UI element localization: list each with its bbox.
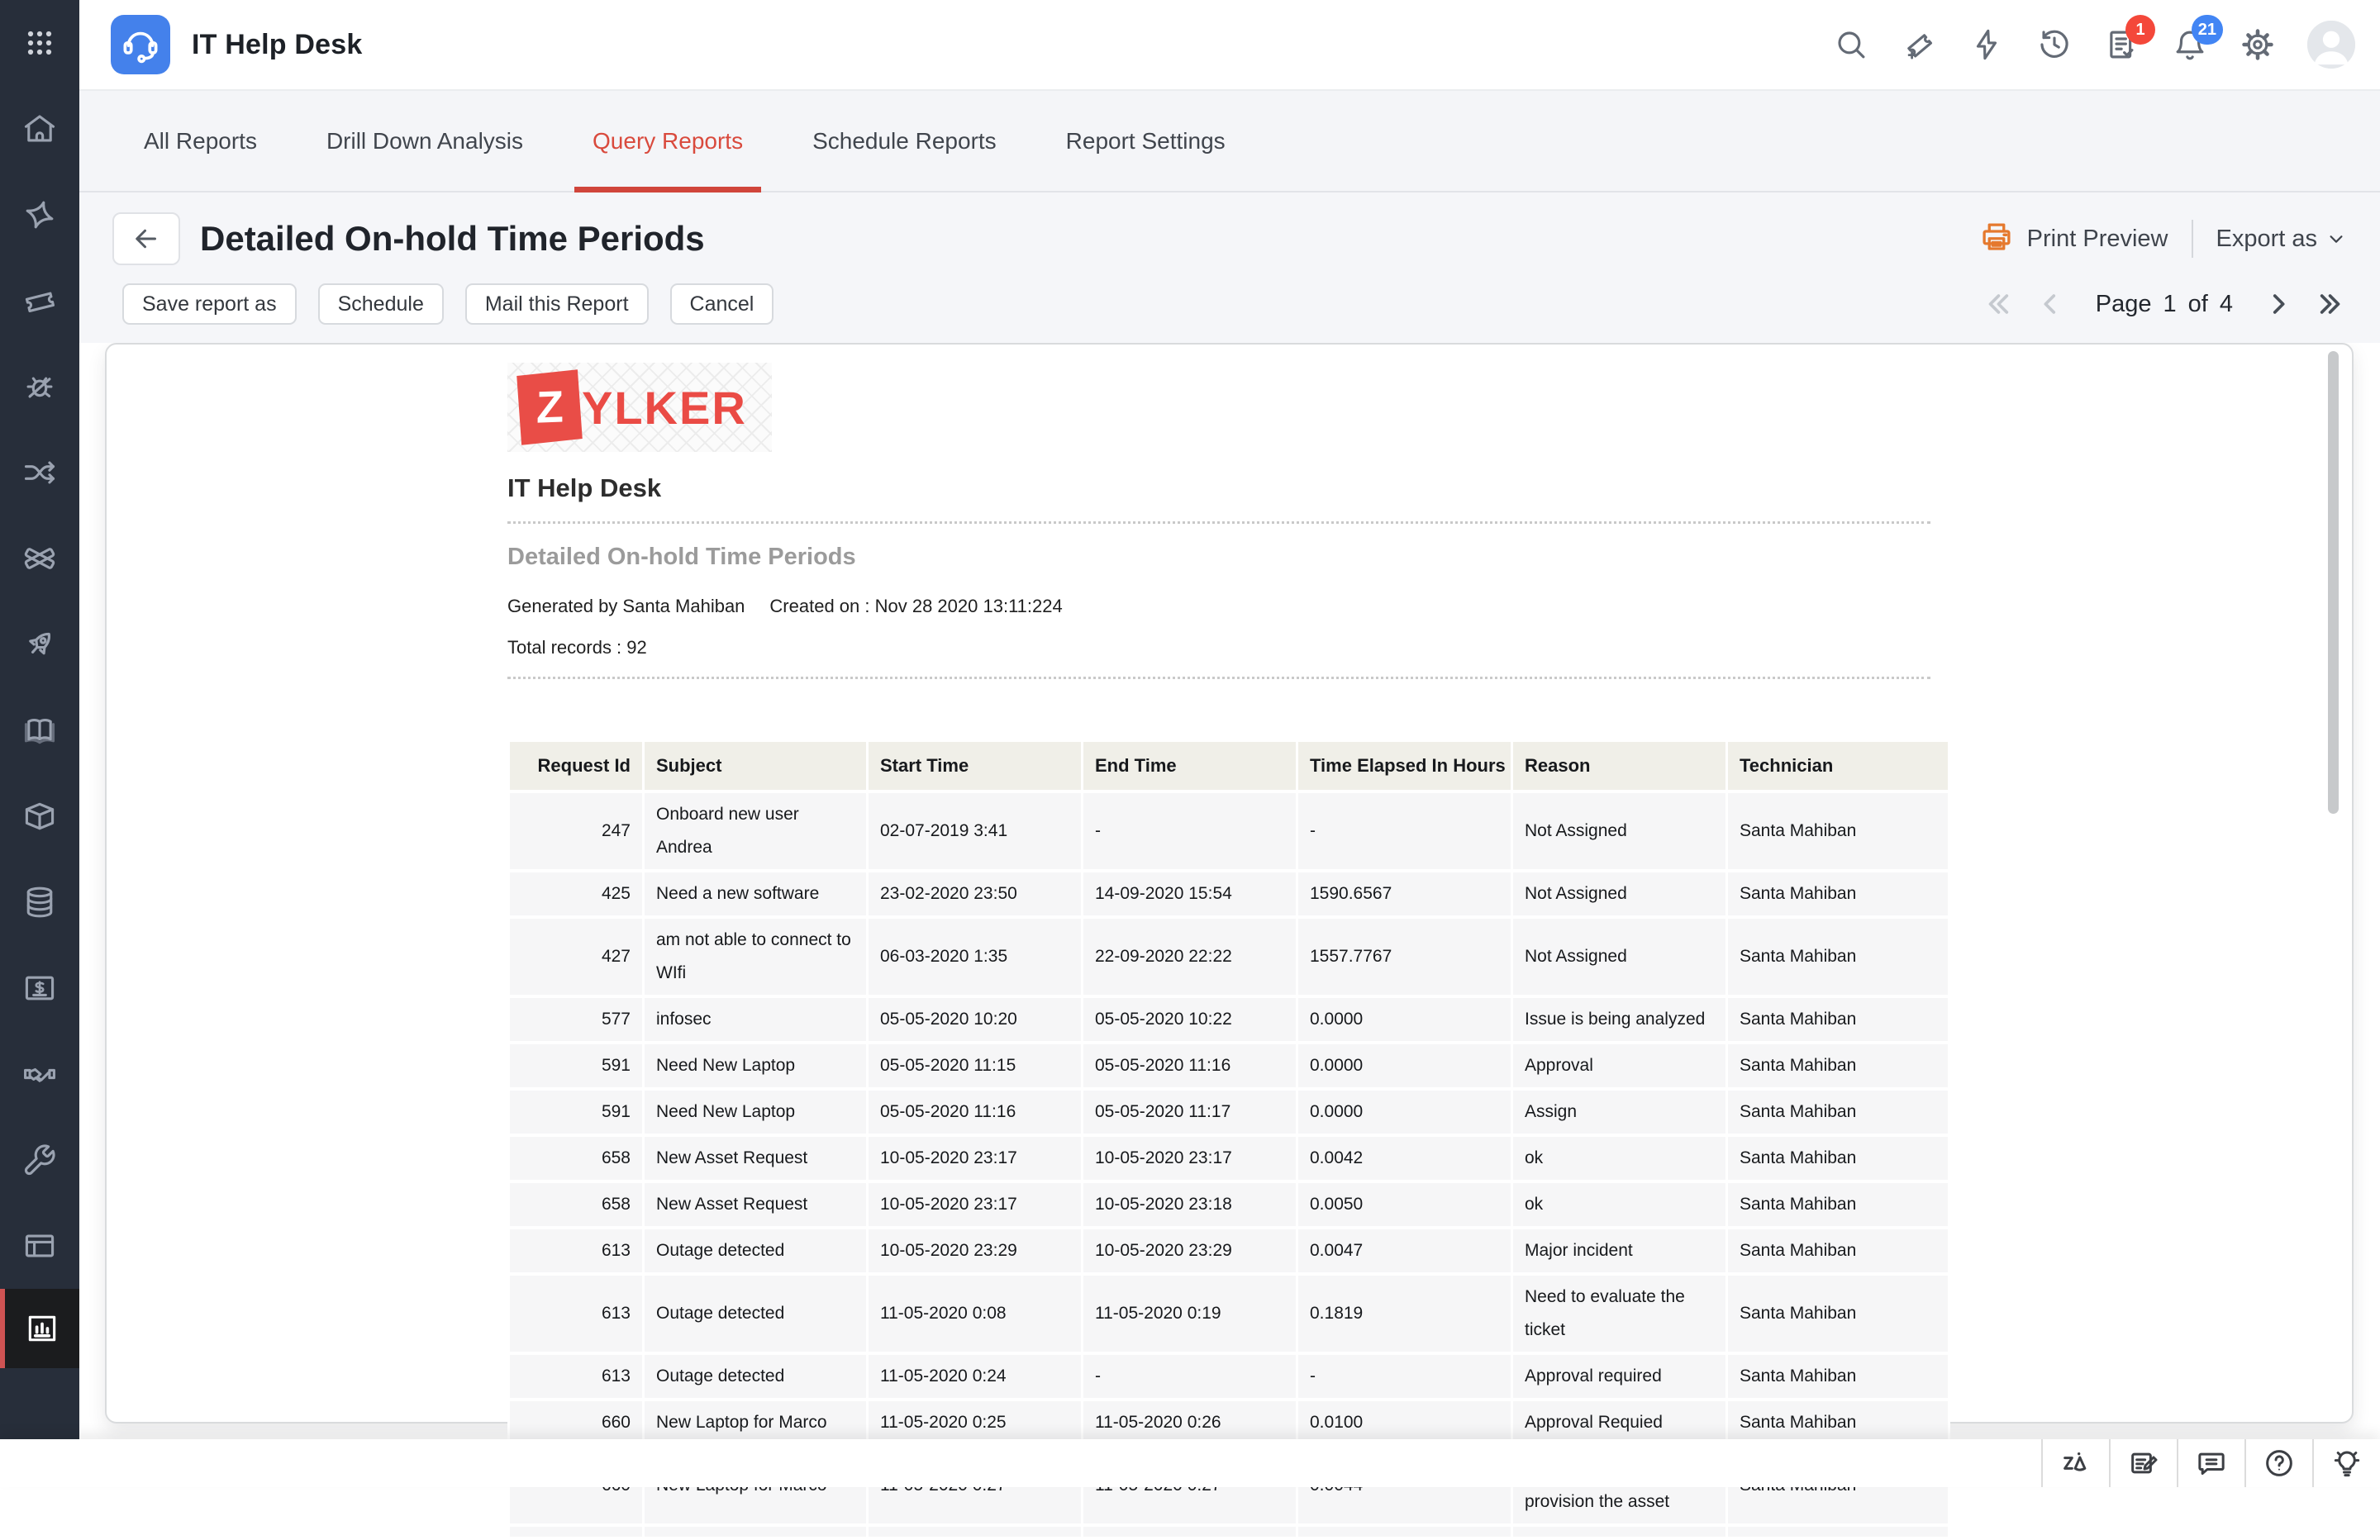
table-cell: Onboard new user Andrea bbox=[645, 793, 866, 869]
table-cell: - bbox=[1298, 1355, 1511, 1398]
table-cell: 05-05-2020 10:20 bbox=[869, 998, 1081, 1041]
table-cell: 1557.7767 bbox=[1298, 919, 1511, 995]
database-icon[interactable] bbox=[0, 859, 79, 945]
table-row bbox=[510, 998, 1948, 1041]
table-row bbox=[510, 1401, 1948, 1444]
created-on: Created on : Nov 28 2020 13:11:224 bbox=[769, 596, 1063, 616]
table-cell: 613 bbox=[510, 1229, 642, 1272]
report-subtitle: Detailed On-hold Time Periods bbox=[507, 544, 856, 570]
table-cell: 05-05-2020 11:16 bbox=[1083, 1044, 1296, 1087]
table-cell: 0.0000 bbox=[1298, 1044, 1511, 1087]
table-cell: 658 bbox=[510, 1137, 642, 1180]
page-total: 4 bbox=[2219, 290, 2233, 317]
last-page-icon[interactable] bbox=[2317, 290, 2345, 318]
table-cell: Assign bbox=[1513, 1091, 1726, 1134]
table-cell: Major incident bbox=[1513, 1229, 1726, 1272]
total-records: Total records : 92 bbox=[507, 637, 647, 658]
star-icon[interactable] bbox=[0, 172, 79, 258]
column-header: Technician bbox=[1728, 742, 1948, 790]
table-cell bbox=[510, 1527, 642, 1537]
handshake-icon[interactable] bbox=[0, 1031, 79, 1117]
help-icon[interactable] bbox=[2244, 1439, 2312, 1487]
table-cell: Outage detected bbox=[645, 1229, 866, 1272]
table-row bbox=[510, 919, 1948, 995]
cube-icon[interactable] bbox=[0, 773, 79, 859]
table-row bbox=[510, 793, 1948, 869]
table-row bbox=[510, 1355, 1948, 1398]
table-cell bbox=[869, 1527, 1081, 1537]
table-cell: 0.0100 bbox=[1298, 1401, 1511, 1444]
reports-icon[interactable] bbox=[0, 1289, 79, 1368]
dotted-divider bbox=[507, 677, 1930, 679]
export-as-label: Export as bbox=[2216, 225, 2317, 252]
table-cell: 10-05-2020 23:17 bbox=[869, 1183, 1081, 1226]
avatar[interactable] bbox=[2307, 21, 2355, 69]
table-cell bbox=[1083, 1527, 1296, 1537]
table-cell: 577 bbox=[510, 998, 642, 1041]
report-table-body bbox=[510, 793, 1948, 1537]
table-cell: 0.0047 bbox=[1298, 1229, 1511, 1272]
table-cell: Need to evaluate the ticket bbox=[1513, 1276, 1726, 1352]
table-cell: 613 bbox=[510, 1276, 642, 1352]
table-cell: 425 bbox=[510, 872, 642, 915]
table-cell: Santa Mahiban bbox=[1728, 1044, 1948, 1087]
table-cell: 05-05-2020 11:16 bbox=[869, 1091, 1081, 1134]
table-cell: 11-05-2020 0:24 bbox=[869, 1355, 1081, 1398]
zylker-logo-mark: Z bbox=[516, 369, 582, 445]
table-cell: 05-05-2020 11:15 bbox=[869, 1044, 1081, 1087]
table-cell: Approval required bbox=[1513, 1355, 1726, 1398]
back-arrow-icon bbox=[131, 224, 161, 254]
topbar-actions bbox=[1833, 21, 2380, 69]
shuffle-icon[interactable] bbox=[0, 430, 79, 516]
save-report-as-button[interactable]: Save report as bbox=[122, 283, 297, 325]
vertical-scrollbar-thumb[interactable] bbox=[2328, 351, 2339, 814]
chevron-down-icon bbox=[2327, 230, 2345, 248]
table-cell: 02-07-2019 3:41 bbox=[869, 793, 1081, 869]
tab-all-reports[interactable]: All Reports bbox=[144, 127, 257, 154]
prev-page-icon[interactable] bbox=[2036, 290, 2064, 318]
table-cell: 10-05-2020 23:29 bbox=[1083, 1229, 1296, 1272]
table-row bbox=[510, 872, 1948, 915]
zia-icon[interactable] bbox=[2041, 1439, 2109, 1487]
table-cell: 247 bbox=[510, 793, 642, 869]
search-icon[interactable] bbox=[1833, 26, 1869, 63]
table-cell: 591 bbox=[510, 1091, 642, 1134]
table-cell: Outage detected bbox=[645, 1276, 866, 1352]
report-app-title: IT Help Desk bbox=[507, 473, 662, 502]
table-cell: 11-05-2020 0:08 bbox=[869, 1276, 1081, 1352]
print-preview-label[interactable]: Print Preview bbox=[2026, 225, 2168, 252]
settings-icon[interactable] bbox=[2240, 26, 2276, 63]
table-cell: 11-05-2020 0:25 bbox=[869, 1401, 1081, 1444]
table-cell: 0.0000 bbox=[1298, 998, 1511, 1041]
table-cell: 11-05-2020 0:19 bbox=[1083, 1276, 1296, 1352]
table-cell: Santa Mahiban bbox=[1728, 1137, 1948, 1180]
tab-drill-down-analysis[interactable]: Drill Down Analysis bbox=[326, 127, 524, 154]
billing-icon[interactable] bbox=[0, 945, 79, 1031]
chat-icon[interactable] bbox=[2177, 1439, 2244, 1487]
export-as-button[interactable] bbox=[2216, 226, 2346, 253]
tab-report-settings[interactable]: Report Settings bbox=[1065, 127, 1226, 154]
table-cell: Santa Mahiban bbox=[1728, 998, 1948, 1041]
table-header-row bbox=[510, 742, 1948, 790]
table-cell: ok bbox=[1513, 1183, 1726, 1226]
history-icon[interactable] bbox=[2036, 26, 2073, 63]
table-cell: New Asset Request bbox=[645, 1183, 866, 1226]
table-cell: New Laptop for Marco bbox=[645, 1401, 866, 1444]
column-header: Time Elapsed In Hours bbox=[1298, 742, 1511, 790]
table-cell bbox=[1728, 1527, 1948, 1537]
table-cell: 10-05-2020 23:29 bbox=[869, 1229, 1081, 1272]
table-cell: Santa Mahiban bbox=[1728, 1091, 1948, 1134]
wrench-icon[interactable] bbox=[0, 1117, 79, 1203]
table-row bbox=[510, 1091, 1948, 1134]
table-cell: Not Assigned bbox=[1513, 793, 1726, 869]
table-cell: - bbox=[1298, 793, 1511, 869]
page-of-label: of bbox=[2187, 290, 2208, 317]
report-toolbar bbox=[79, 192, 2380, 343]
table-cell bbox=[1513, 1527, 1726, 1537]
generated-by: Generated by Santa Mahiban bbox=[507, 596, 745, 616]
table-cell: 10-05-2020 23:17 bbox=[1083, 1137, 1296, 1180]
table-cell: 05-05-2020 10:22 bbox=[1083, 998, 1296, 1041]
app-title: IT Help Desk bbox=[192, 28, 363, 60]
table-cell: Need New Laptop bbox=[645, 1091, 866, 1134]
table-cell: 613 bbox=[510, 1355, 642, 1398]
table-cell: 0.0042 bbox=[1298, 1137, 1511, 1180]
table-cell: Not Assigned bbox=[1513, 872, 1726, 915]
zylker-logo-text: YLKER bbox=[582, 381, 747, 434]
table-cell: Santa Mahiban bbox=[1728, 793, 1948, 869]
table-cell: Santa Mahiban bbox=[1728, 1229, 1948, 1272]
left-sidebar bbox=[0, 0, 79, 1439]
table-cell: - bbox=[1083, 793, 1296, 869]
table-cell: Santa Mahiban bbox=[1728, 919, 1948, 995]
toolbar-divider bbox=[2192, 220, 2193, 258]
page-label: Page bbox=[2095, 290, 2152, 317]
table-cell: 14-09-2020 15:54 bbox=[1083, 872, 1296, 915]
table-cell: ok bbox=[1513, 1137, 1726, 1180]
table-cell: Santa Mahiban bbox=[1728, 1401, 1948, 1444]
headset-icon bbox=[119, 23, 162, 66]
report-panel bbox=[105, 343, 2354, 1511]
browser-icon[interactable] bbox=[0, 1203, 79, 1289]
tab-schedule-reports[interactable]: Schedule Reports bbox=[812, 127, 997, 154]
bottom-bar bbox=[0, 1439, 2380, 1487]
table-row bbox=[510, 1183, 1948, 1226]
approvals-icon[interactable] bbox=[2104, 20, 2145, 63]
table-cell: 591 bbox=[510, 1044, 642, 1087]
table-cell: am not able to connect to WIfi bbox=[645, 919, 866, 995]
cancel-button[interactable]: Cancel bbox=[670, 283, 774, 325]
table-cell: 11-05-2020 0:26 bbox=[1083, 1401, 1296, 1444]
table-cell: Santa Mahiban bbox=[1728, 1355, 1948, 1398]
column-header: Subject bbox=[645, 742, 866, 790]
tab-bar bbox=[79, 91, 2380, 192]
book-icon[interactable] bbox=[0, 687, 79, 773]
table-cell: Santa Mahiban bbox=[1728, 872, 1948, 915]
next-page-icon[interactable] bbox=[2264, 290, 2292, 318]
table-cell: 0.1819 bbox=[1298, 1276, 1511, 1352]
table-cell: Not Assigned bbox=[1513, 919, 1726, 995]
column-header: End Time bbox=[1083, 742, 1296, 790]
table-cell: 10-05-2020 23:18 bbox=[1083, 1183, 1296, 1226]
table-cell: 22-09-2020 22:22 bbox=[1083, 919, 1296, 995]
table-cell: - bbox=[1083, 1355, 1296, 1398]
apps-grid-icon[interactable] bbox=[0, 0, 79, 86]
table-cell: infosec bbox=[645, 998, 866, 1041]
home-icon[interactable] bbox=[0, 86, 79, 172]
column-header: Request Id bbox=[510, 742, 642, 790]
pagination bbox=[1983, 290, 2345, 318]
table-cell: Issue is being analyzed bbox=[1513, 998, 1726, 1041]
table-cell: Approval bbox=[1513, 1044, 1726, 1087]
table-cell: New Asset Request bbox=[645, 1137, 866, 1180]
whats-new-icon[interactable] bbox=[2312, 1439, 2380, 1487]
table-cell: Outage detected bbox=[645, 1355, 866, 1398]
table-cell: 06-03-2020 1:35 bbox=[869, 919, 1081, 995]
table-cell bbox=[645, 1527, 866, 1537]
table-cell: 0.0050 bbox=[1298, 1183, 1511, 1226]
table-cell: Need a new software bbox=[645, 872, 866, 915]
ticket-icon[interactable] bbox=[0, 258, 79, 344]
table-cell: provision the asset bbox=[1513, 1447, 1726, 1523]
table-cell: 10-05-2020 23:17 bbox=[869, 1137, 1081, 1180]
table-cell bbox=[1298, 1527, 1511, 1537]
table-cell: 427 bbox=[510, 919, 642, 995]
back-button[interactable] bbox=[112, 212, 180, 265]
notifications-badge: 21 bbox=[2192, 15, 2223, 45]
table-cell: 23-02-2020 23:50 bbox=[869, 872, 1081, 915]
table-cell: 658 bbox=[510, 1183, 642, 1226]
zylker-logo bbox=[507, 363, 772, 452]
report-table bbox=[507, 739, 1950, 1540]
table-cell: 1590.6567 bbox=[1298, 872, 1511, 915]
dotted-divider bbox=[507, 521, 1930, 524]
approvals-badge: 1 bbox=[2125, 15, 2155, 45]
app-logo[interactable] bbox=[111, 15, 170, 74]
mail-this-report-button[interactable]: Mail this Report bbox=[465, 283, 649, 325]
table-cell: 05-05-2020 11:17 bbox=[1083, 1091, 1296, 1134]
table-cell: Approval Requied bbox=[1513, 1401, 1726, 1444]
table-cell: Need New Laptop bbox=[645, 1044, 866, 1087]
table-cell: 660 bbox=[510, 1401, 642, 1444]
schedule-button[interactable]: Schedule bbox=[318, 283, 444, 325]
top-bar bbox=[79, 0, 2380, 91]
quick-actions-icon[interactable] bbox=[1968, 26, 2005, 63]
table-cell: 0.0000 bbox=[1298, 1091, 1511, 1134]
column-header: Reason bbox=[1513, 742, 1726, 790]
page-title: Detailed On-hold Time Periods bbox=[200, 219, 705, 258]
table-row bbox=[510, 1229, 1948, 1272]
notifications-icon[interactable] bbox=[2172, 20, 2216, 63]
add-ticket-icon[interactable] bbox=[1901, 26, 1937, 63]
column-header: Start Time bbox=[869, 742, 1081, 790]
table-row bbox=[510, 1044, 1948, 1087]
table-row bbox=[510, 1527, 1948, 1537]
print-preview-icon[interactable] bbox=[1979, 220, 2014, 259]
table-row bbox=[510, 1137, 1948, 1180]
rulers-icon[interactable] bbox=[0, 516, 79, 601]
table-cell: Santa Mahiban bbox=[1728, 1276, 1948, 1352]
rocket-icon[interactable] bbox=[0, 601, 79, 687]
content-zone bbox=[79, 343, 2380, 1511]
first-page-icon[interactable] bbox=[1983, 290, 2011, 318]
feedback-icon[interactable] bbox=[2109, 1439, 2177, 1487]
table-row bbox=[510, 1276, 1948, 1352]
bug-icon[interactable] bbox=[0, 344, 79, 430]
tab-query-reports[interactable]: Query Reports bbox=[574, 91, 761, 191]
table-cell: Santa Mahiban bbox=[1728, 1183, 1948, 1226]
page-current: 1 bbox=[2163, 290, 2177, 317]
